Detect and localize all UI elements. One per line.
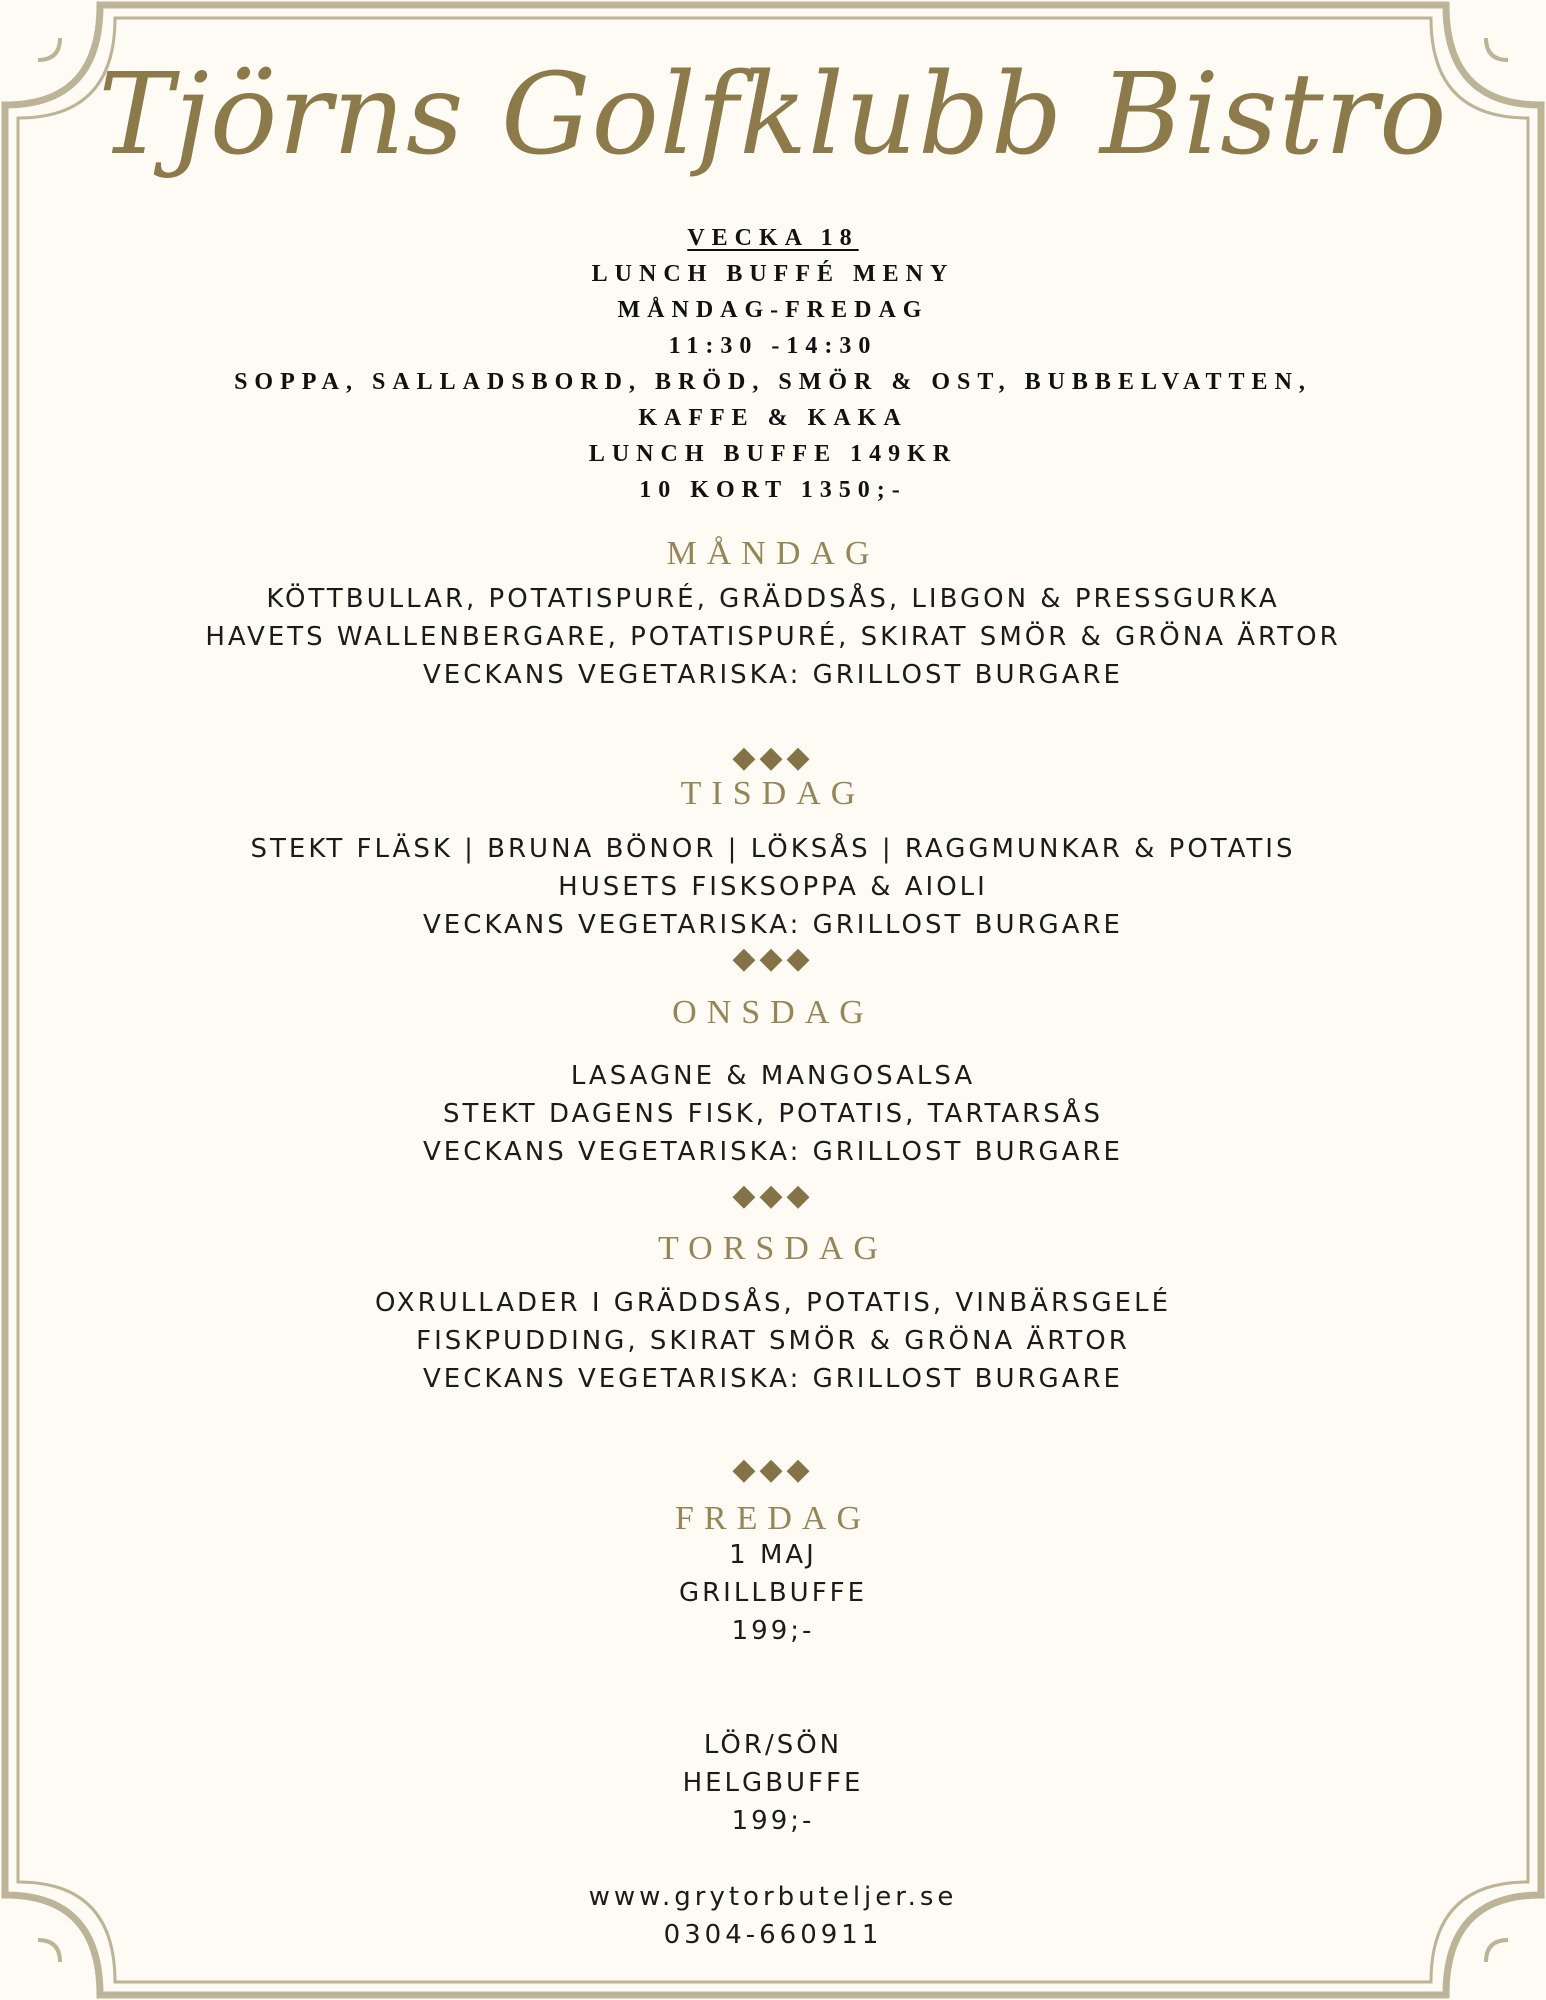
menu-item: STEKT DAGENS FISK, POTATIS, TARTARSÅS bbox=[442, 1099, 1104, 1129]
menu-item: 199;- bbox=[731, 1616, 815, 1646]
day-heading-thursday: TORSDAG bbox=[658, 1230, 888, 1267]
menu-item: VECKANS VEGETARISKA: GRILLOST BURGARE bbox=[423, 1364, 1123, 1394]
menu-type: LUNCH BUFFÉ MENY bbox=[591, 261, 955, 287]
weekend-days: LÖR/SÖN bbox=[703, 1730, 843, 1760]
weekend-price: 199;- bbox=[731, 1806, 815, 1836]
menu-item: VECKANS VEGETARISKA: GRILLOST BURGARE bbox=[423, 660, 1123, 690]
menu-item: 1 MAJ bbox=[729, 1540, 817, 1570]
punch-card-price: 10 KORT 1350;- bbox=[639, 477, 907, 503]
day-heading-friday: FREDAG bbox=[674, 1500, 872, 1537]
buffet-price: LUNCH BUFFE 149KR bbox=[588, 441, 958, 467]
days-range: MÅNDAG-FREDAG bbox=[617, 297, 929, 323]
menu-item: KÖTTBULLAR, POTATISPURÉ, GRÄDDSÅS, LIBGON & PRESSGURKA bbox=[266, 584, 1280, 614]
phone-number: 0304-660911 bbox=[663, 1920, 883, 1950]
weekend-buffet: HELGBUFFE bbox=[682, 1768, 864, 1798]
restaurant-title: Tjörns Golfklubb Bistro bbox=[98, 50, 1448, 180]
menu-item: HUSETS FISKSOPPA & AIOLI bbox=[558, 872, 988, 902]
menu-item: HAVETS WALLENBERGARE, POTATISPURÉ, SKIRAT SMÖR & GRÖNA ÄRTOR bbox=[205, 622, 1341, 652]
menu-item: LASAGNE & MANGOSALSA bbox=[570, 1061, 976, 1091]
diamond-divider: ◆◆◆ bbox=[732, 1452, 814, 1487]
includes-line-2: KAFFE & KAKA bbox=[638, 405, 908, 431]
day-heading-monday: MÅNDAG bbox=[666, 535, 880, 572]
menu-item: GRILLBUFFE bbox=[678, 1578, 868, 1608]
diamond-divider: ◆◆◆ bbox=[732, 941, 814, 976]
includes-line-1: SOPPA, SALLADSBORD, BRÖD, SMÖR & OST, BUBBELVATTEN, bbox=[234, 369, 1312, 395]
website-link[interactable]: www.grytorbuteljer.se bbox=[588, 1882, 958, 1912]
menu-item: STEKT FLÄSK | BRUNA BÖNOR | LÖKSÅS | RAGGMUNKAR & POTATIS bbox=[250, 834, 1296, 864]
menu-item: FISKPUDDING, SKIRAT SMÖR & GRÖNA ÄRTOR bbox=[416, 1326, 1130, 1356]
menu-item: VECKANS VEGETARISKA: GRILLOST BURGARE bbox=[423, 910, 1123, 940]
week-label: VECKA 18 bbox=[687, 225, 859, 251]
day-heading-wednesday: ONSDAG bbox=[672, 994, 874, 1031]
diamond-divider: ◆◆◆ bbox=[732, 1178, 814, 1213]
opening-hours: 11:30 -14:30 bbox=[668, 333, 878, 359]
menu-item: VECKANS VEGETARISKA: GRILLOST BURGARE bbox=[423, 1137, 1123, 1167]
day-heading-tuesday: TISDAG bbox=[680, 775, 866, 812]
menu-item: OXRULLADER I GRÄDDSÅS, POTATIS, VINBÄRSGELÉ bbox=[374, 1288, 1172, 1318]
diamond-divider: ◆◆◆ bbox=[732, 740, 814, 775]
